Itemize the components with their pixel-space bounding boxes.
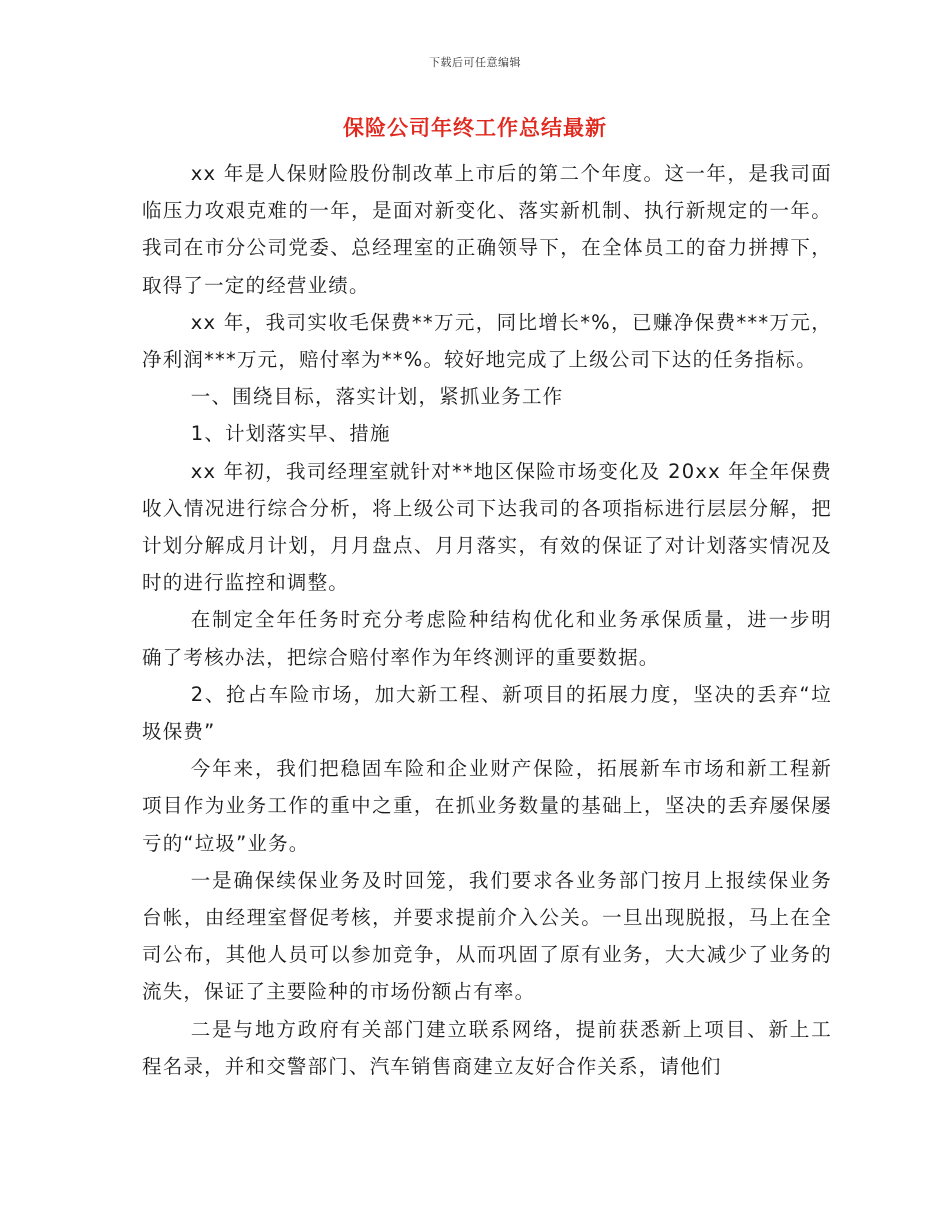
paragraph: 今年来，我们把稳固车险和企业财产保险，拓展新车市场和新工程新项目作为业务工作的重中之重，在抓业务数量的基础上，坚决的丢弃屡保屡亏的“垃圾”业务。 xyxy=(142,757,832,855)
paragraph: xx 年是人保财险股份制改革上市后的第二个年度。这一年，是我司面临压力攻艰克难的一年，是面对新变化、落实新机制、执行新规定的一年。我司在市分公司党委、总经理室的正确领导下，在全体员工的奋力拼搏下，取得了一定的经营业绩。 xyxy=(142,162,832,297)
paragraph: xx 年初，我司经理室就针对**地区保险市场变化及 20xx 年全年保费收入情况进行综合分析，将上级公司下达我司的各项指标进行层层分解，把计划分解成月计划，月月盘点、月月落实，有效的保证了对计划落实情况及时的进行监控和调整。 xyxy=(142,459,832,595)
paragraph: 二是与地方政府有关部门建立联系网络，提前获悉新上项目、新上工程名录，并和交警部门、汽车销售商建立友好合作关系，请他们 xyxy=(142,1017,832,1078)
section-heading: 一、围绕目标，落实计划，紧抓业务工作 xyxy=(190,385,564,409)
subsection-heading: 1、计划落实早、措施 xyxy=(190,422,391,446)
paragraph: 一是确保续保业务及时回笼，我们要求各业务部门按月上报续保业务台帐，由经理室督促考核，并要求提前介入公关。一旦出现脱报，马上在全司公布，其他人员可以参加竞争，从而巩固了原有业务，大大减少了业务的流失，保证了主要险种的市场份额占有率。 xyxy=(142,868,832,1004)
document-body xyxy=(142,155,832,1085)
paragraph: xx 年，我司实收毛保费**万元，同比增长*%，已赚净保费***万元，净利润***万元，赔付率为**%。较好地完成了上级公司下达的任务指标。 xyxy=(142,310,832,372)
paragraph: 在制定全年任务时充分考虑险种结构优化和业务承保质量，进一步明确了考核办法，把综合赔付率作为年终测评的重要数据。 xyxy=(142,608,832,669)
header-note: 下载后可任意编辑 xyxy=(429,56,521,69)
document-title: 保险公司年终工作总结最新 xyxy=(343,116,607,140)
subsection-heading: 2、抢占车险市场，加大新工程、新项目的拓展力度，坚决的丢弃“垃圾保费” xyxy=(142,682,832,744)
